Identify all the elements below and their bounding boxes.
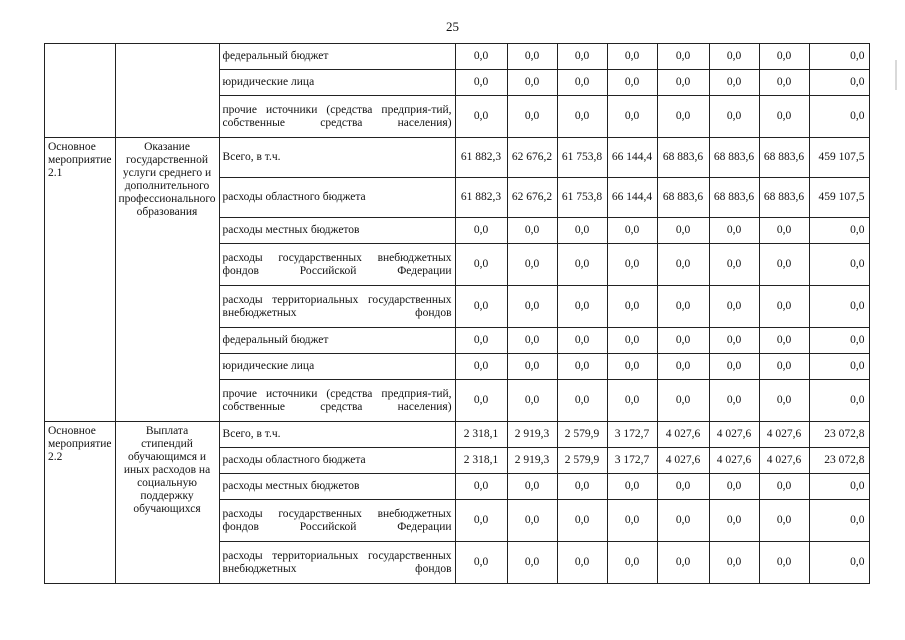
year-value-cell: 0,0 bbox=[709, 354, 759, 380]
year-value-cell: 0,0 bbox=[455, 474, 507, 500]
year-value-cell: 0,0 bbox=[657, 244, 709, 286]
year-value-cell: 0,0 bbox=[507, 96, 557, 138]
funding-source-label: расходы областного бюджета bbox=[219, 448, 455, 474]
year-value-cell: 0,0 bbox=[507, 474, 557, 500]
funding-source-label: юридические лица bbox=[219, 354, 455, 380]
funding-source-label: Всего, в т.ч. bbox=[219, 422, 455, 448]
year-value-cell: 0,0 bbox=[759, 354, 809, 380]
year-value-cell: 0,0 bbox=[709, 380, 759, 422]
year-value-cell: 4 027,6 bbox=[657, 448, 709, 474]
year-value-cell: 0,0 bbox=[507, 218, 557, 244]
funding-source-label: федеральный бюджет bbox=[219, 328, 455, 354]
year-value-cell: 68 883,6 bbox=[759, 178, 809, 218]
year-value-cell: 0,0 bbox=[607, 70, 657, 96]
funding-source-label: федеральный бюджет bbox=[219, 44, 455, 70]
year-value-cell: 0,0 bbox=[657, 500, 709, 542]
activity-cell bbox=[45, 44, 116, 138]
year-value-cell: 2 579,9 bbox=[557, 422, 607, 448]
year-value-cell: 0,0 bbox=[759, 328, 809, 354]
year-value-cell: 0,0 bbox=[607, 474, 657, 500]
year-value-cell: 3 172,7 bbox=[607, 448, 657, 474]
year-value-cell: 0,0 bbox=[759, 96, 809, 138]
year-value-cell: 0,0 bbox=[759, 70, 809, 96]
year-value-cell: 4 027,6 bbox=[709, 448, 759, 474]
total-value-cell: 0,0 bbox=[809, 70, 869, 96]
total-value-cell: 0,0 bbox=[809, 44, 869, 70]
year-value-cell: 0,0 bbox=[557, 380, 607, 422]
total-value-cell: 0,0 bbox=[809, 380, 869, 422]
year-value-cell: 0,0 bbox=[657, 474, 709, 500]
year-value-cell: 0,0 bbox=[759, 500, 809, 542]
year-value-cell: 0,0 bbox=[759, 218, 809, 244]
year-value-cell: 0,0 bbox=[657, 44, 709, 70]
year-value-cell: 61 753,8 bbox=[557, 178, 607, 218]
year-value-cell: 68 883,6 bbox=[657, 138, 709, 178]
year-value-cell: 0,0 bbox=[455, 500, 507, 542]
funding-source-label: юридические лица bbox=[219, 70, 455, 96]
funding-source-label: расходы территориальных государственных внебюджетных фондов bbox=[219, 286, 455, 328]
year-value-cell: 0,0 bbox=[507, 70, 557, 96]
year-value-cell: 0,0 bbox=[557, 500, 607, 542]
year-value-cell: 0,0 bbox=[759, 542, 809, 584]
year-value-cell: 61 753,8 bbox=[557, 138, 607, 178]
total-value-cell: 23 072,8 bbox=[809, 448, 869, 474]
year-value-cell: 0,0 bbox=[709, 44, 759, 70]
total-value-cell: 459 107,5 bbox=[809, 178, 869, 218]
description-cell: Оказание государственной услуги среднего и дополнительного профессионального образования bbox=[115, 138, 219, 422]
year-value-cell: 0,0 bbox=[507, 328, 557, 354]
year-value-cell: 0,0 bbox=[657, 218, 709, 244]
year-value-cell: 3 172,7 bbox=[607, 422, 657, 448]
activity-cell: Основное мероприятие 2.1 bbox=[45, 138, 116, 422]
year-value-cell: 62 676,2 bbox=[507, 138, 557, 178]
total-value-cell: 0,0 bbox=[809, 96, 869, 138]
year-value-cell: 0,0 bbox=[507, 354, 557, 380]
year-value-cell: 0,0 bbox=[557, 354, 607, 380]
year-value-cell: 0,0 bbox=[507, 44, 557, 70]
funding-source-label: расходы местных бюджетов bbox=[219, 218, 455, 244]
year-value-cell: 0,0 bbox=[709, 474, 759, 500]
table-row bbox=[45, 138, 870, 178]
year-value-cell: 62 676,2 bbox=[507, 178, 557, 218]
year-value-cell: 0,0 bbox=[455, 70, 507, 96]
year-value-cell: 0,0 bbox=[759, 244, 809, 286]
year-value-cell: 61 882,3 bbox=[455, 178, 507, 218]
year-value-cell: 0,0 bbox=[455, 542, 507, 584]
year-value-cell: 0,0 bbox=[759, 380, 809, 422]
year-value-cell: 0,0 bbox=[657, 380, 709, 422]
year-value-cell: 68 883,6 bbox=[657, 178, 709, 218]
year-value-cell: 0,0 bbox=[709, 286, 759, 328]
funding-source-label: прочие источники (средства предприя-тий, собственные средства населения) bbox=[219, 380, 455, 422]
funding-source-label: расходы областного бюджета bbox=[219, 178, 455, 218]
year-value-cell: 66 144,4 bbox=[607, 178, 657, 218]
year-value-cell: 0,0 bbox=[507, 286, 557, 328]
year-value-cell: 0,0 bbox=[607, 218, 657, 244]
year-value-cell: 0,0 bbox=[709, 218, 759, 244]
year-value-cell: 68 883,6 bbox=[709, 178, 759, 218]
year-value-cell: 4 027,6 bbox=[709, 422, 759, 448]
year-value-cell: 0,0 bbox=[709, 542, 759, 584]
year-value-cell: 61 882,3 bbox=[455, 138, 507, 178]
year-value-cell: 0,0 bbox=[557, 542, 607, 584]
year-value-cell: 0,0 bbox=[657, 70, 709, 96]
year-value-cell: 0,0 bbox=[657, 542, 709, 584]
total-value-cell: 23 072,8 bbox=[809, 422, 869, 448]
year-value-cell: 2 318,1 bbox=[455, 422, 507, 448]
year-value-cell: 68 883,6 bbox=[709, 138, 759, 178]
year-value-cell: 0,0 bbox=[507, 500, 557, 542]
funding-source-label: расходы территориальных государственных внебюджетных фондов bbox=[219, 542, 455, 584]
year-value-cell: 0,0 bbox=[557, 244, 607, 286]
year-value-cell: 0,0 bbox=[557, 286, 607, 328]
year-value-cell: 0,0 bbox=[709, 500, 759, 542]
year-value-cell: 0,0 bbox=[657, 286, 709, 328]
year-value-cell: 4 027,6 bbox=[759, 448, 809, 474]
year-value-cell: 0,0 bbox=[507, 244, 557, 286]
total-value-cell: 0,0 bbox=[809, 218, 869, 244]
year-value-cell: 0,0 bbox=[455, 286, 507, 328]
total-value-cell: 0,0 bbox=[809, 542, 869, 584]
total-value-cell: 0,0 bbox=[809, 500, 869, 542]
year-value-cell: 0,0 bbox=[557, 328, 607, 354]
year-value-cell: 0,0 bbox=[759, 286, 809, 328]
year-value-cell: 0,0 bbox=[455, 96, 507, 138]
year-value-cell: 68 883,6 bbox=[759, 138, 809, 178]
table-row bbox=[45, 44, 870, 70]
funding-source-label: расходы государственных внебюджетных фондов Российской Федерации bbox=[219, 244, 455, 286]
funding-source-label: Всего, в т.ч. bbox=[219, 138, 455, 178]
funding-source-label: прочие источники (средства предприя-тий, собственные средства населения) bbox=[219, 96, 455, 138]
year-value-cell: 66 144,4 bbox=[607, 138, 657, 178]
year-value-cell: 0,0 bbox=[657, 96, 709, 138]
year-value-cell: 0,0 bbox=[657, 328, 709, 354]
year-value-cell: 0,0 bbox=[709, 244, 759, 286]
year-value-cell: 0,0 bbox=[759, 474, 809, 500]
year-value-cell: 4 027,6 bbox=[657, 422, 709, 448]
year-value-cell: 0,0 bbox=[507, 542, 557, 584]
year-value-cell: 2 919,3 bbox=[507, 422, 557, 448]
year-value-cell: 0,0 bbox=[557, 218, 607, 244]
year-value-cell: 0,0 bbox=[607, 244, 657, 286]
year-value-cell: 0,0 bbox=[455, 218, 507, 244]
year-value-cell: 0,0 bbox=[507, 380, 557, 422]
year-value-cell: 0,0 bbox=[607, 44, 657, 70]
year-value-cell: 0,0 bbox=[607, 328, 657, 354]
year-value-cell: 0,0 bbox=[557, 96, 607, 138]
total-value-cell: 0,0 bbox=[809, 244, 869, 286]
year-value-cell: 2 919,3 bbox=[507, 448, 557, 474]
year-value-cell: 0,0 bbox=[557, 44, 607, 70]
year-value-cell: 0,0 bbox=[455, 328, 507, 354]
year-value-cell: 0,0 bbox=[709, 96, 759, 138]
funding-source-label: расходы местных бюджетов bbox=[219, 474, 455, 500]
year-value-cell: 0,0 bbox=[657, 354, 709, 380]
budget-table bbox=[44, 43, 870, 584]
year-value-cell: 0,0 bbox=[557, 70, 607, 96]
year-value-cell: 0,0 bbox=[557, 474, 607, 500]
year-value-cell: 4 027,6 bbox=[759, 422, 809, 448]
funding-source-label: расходы государственных внебюджетных фондов Российской Федерации bbox=[219, 500, 455, 542]
total-value-cell: 459 107,5 bbox=[809, 138, 869, 178]
activity-cell: Основное мероприятие 2.2 bbox=[45, 422, 116, 584]
year-value-cell: 0,0 bbox=[455, 354, 507, 380]
table-row bbox=[45, 422, 870, 448]
year-value-cell: 2 318,1 bbox=[455, 448, 507, 474]
description-cell bbox=[115, 44, 219, 138]
year-value-cell: 0,0 bbox=[607, 96, 657, 138]
year-value-cell: 0,0 bbox=[607, 542, 657, 584]
year-value-cell: 0,0 bbox=[607, 380, 657, 422]
year-value-cell: 0,0 bbox=[607, 286, 657, 328]
year-value-cell: 0,0 bbox=[455, 380, 507, 422]
page-edge-mark bbox=[895, 60, 897, 90]
year-value-cell: 0,0 bbox=[455, 244, 507, 286]
total-value-cell: 0,0 bbox=[809, 328, 869, 354]
total-value-cell: 0,0 bbox=[809, 474, 869, 500]
page-number: 25 bbox=[446, 19, 459, 34]
year-value-cell: 0,0 bbox=[607, 354, 657, 380]
year-value-cell: 0,0 bbox=[607, 500, 657, 542]
year-value-cell: 0,0 bbox=[455, 44, 507, 70]
year-value-cell: 0,0 bbox=[709, 328, 759, 354]
total-value-cell: 0,0 bbox=[809, 286, 869, 328]
description-cell: Выплата стипендий обучающимся и иных расходов на социальную поддержку обучающихся bbox=[115, 422, 219, 584]
year-value-cell: 0,0 bbox=[709, 70, 759, 96]
total-value-cell: 0,0 bbox=[809, 354, 869, 380]
year-value-cell: 2 579,9 bbox=[557, 448, 607, 474]
year-value-cell: 0,0 bbox=[759, 44, 809, 70]
